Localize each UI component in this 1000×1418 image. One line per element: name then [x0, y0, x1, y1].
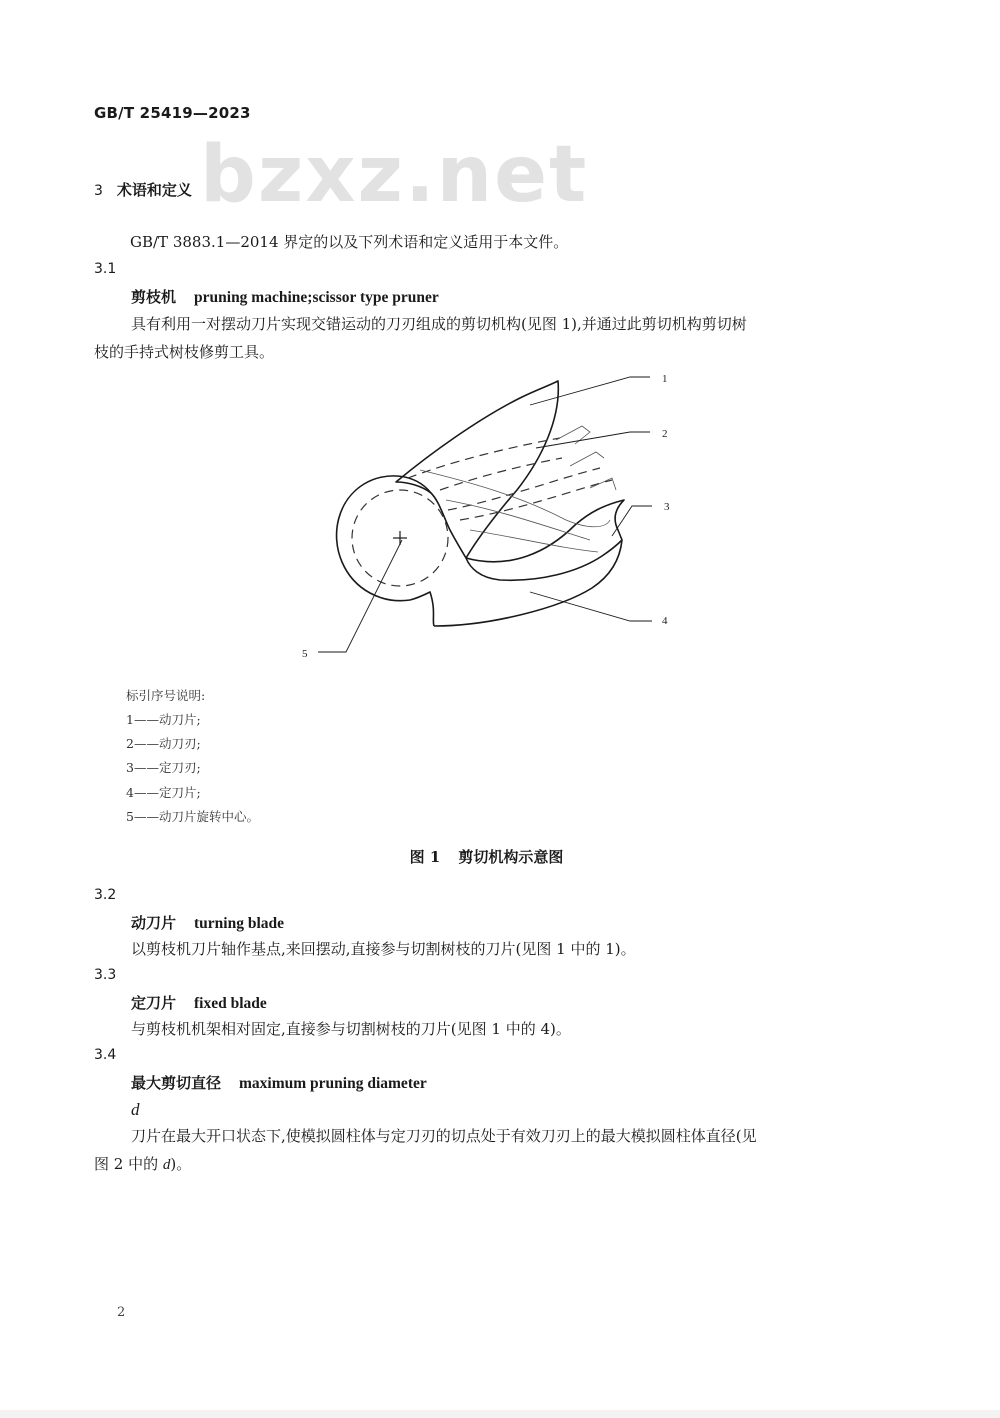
term-en: maximum pruning diameter — [239, 1075, 427, 1092]
callout-2: 2 — [662, 428, 668, 440]
term-zh: 定刀片 — [131, 994, 177, 1012]
standard-header: GB/T 25419—2023 — [94, 104, 251, 122]
legend-item: 3——定刀刃; — [126, 760, 201, 775]
fixed-edge-outline — [466, 540, 622, 580]
page-number: 2 — [117, 1305, 126, 1320]
term-definition-line: 枝的手持式树枝修剪工具。 — [94, 343, 275, 361]
blade-hatch — [420, 470, 610, 527]
definition-text: 图 2 中的 — [94, 1155, 163, 1173]
fixed-blade-outline — [434, 500, 624, 626]
blade-hatch — [570, 452, 604, 466]
legend-item: 1——动刀片; — [126, 712, 201, 727]
term-heading — [131, 286, 439, 307]
center-cross-icon — [393, 531, 407, 545]
term-en: pruning machine;scissor type pruner — [194, 289, 439, 306]
term-number: 3.2 — [94, 887, 117, 903]
term-number: 3.4 — [94, 1047, 117, 1063]
section-number: 3 — [94, 183, 103, 199]
shear-mechanism-figure — [0, 360, 1000, 670]
callout-3: 3 — [664, 501, 670, 513]
legend-item: 4——定刀片; — [126, 785, 201, 800]
callout-4: 4 — [662, 615, 668, 627]
blade-edge-dashed — [448, 468, 600, 510]
term-definition-line — [94, 1150, 191, 1179]
term-definition-line: 与剪枝机机架相对固定,直接参与切割树枝的刀片(见图 1 中的 4)。 — [131, 1020, 571, 1038]
term-en: fixed blade — [194, 995, 267, 1012]
blade-hatch — [590, 478, 616, 490]
legend-item: 5——动刀片旋转中心。 — [126, 809, 259, 824]
section-heading — [94, 179, 192, 200]
legend-item: 2——动刀刃; — [126, 736, 201, 751]
blade-edge-dashed — [440, 458, 562, 490]
section-intro: GB/T 3883.1—2014 界定的以及下列术语和定义适用于本文件。 — [130, 233, 569, 251]
term-definition-line: 具有利用一对摆动刀片实现交错运动的刀刃组成的剪切机构(见图 1),并通过此剪切机构剪切树 — [131, 315, 747, 333]
watermark: bzxz.net — [200, 130, 589, 220]
term-en: turning blade — [194, 915, 285, 932]
term-symbol: d — [131, 1100, 140, 1119]
legend-title: 标引序号说明: — [126, 688, 206, 703]
figure-caption — [0, 846, 973, 867]
figure-number: 图 1 — [409, 848, 441, 866]
leader-line-1 — [530, 377, 650, 405]
figure-title: 剪切机构示意图 — [458, 848, 564, 866]
term-heading — [131, 1072, 427, 1093]
term-zh: 剪枝机 — [131, 288, 177, 306]
term-definition-line: 以剪枝机刀片轴作基点,来回摆动,直接参与切割树枝的刀片(见图 1 中的 1)。 — [131, 940, 636, 958]
symbol-d: d — [162, 1157, 171, 1173]
pivot-head-outline — [337, 476, 434, 626]
leader-line-2 — [536, 432, 650, 448]
blade-edge-dashed — [408, 438, 560, 478]
blade-hatch — [470, 530, 598, 552]
term-zh: 动刀片 — [131, 914, 177, 932]
term-number: 3.3 — [94, 967, 117, 983]
leader-line-5 — [318, 540, 402, 652]
callout-1: 1 — [662, 373, 668, 385]
definition-text: )。 — [170, 1155, 192, 1173]
section-title: 术语和定义 — [116, 181, 192, 199]
term-heading — [131, 992, 267, 1013]
term-zh: 最大剪切直径 — [131, 1074, 222, 1092]
term-definition-line: 刀片在最大开口状态下,使模拟圆柱体与定刀刃的切点处于有效刀刃上的最大模拟圆柱体直径(见 — [131, 1127, 757, 1145]
term-number: 3.1 — [94, 261, 117, 277]
callout-5: 5 — [302, 648, 308, 660]
term-heading — [131, 912, 284, 933]
